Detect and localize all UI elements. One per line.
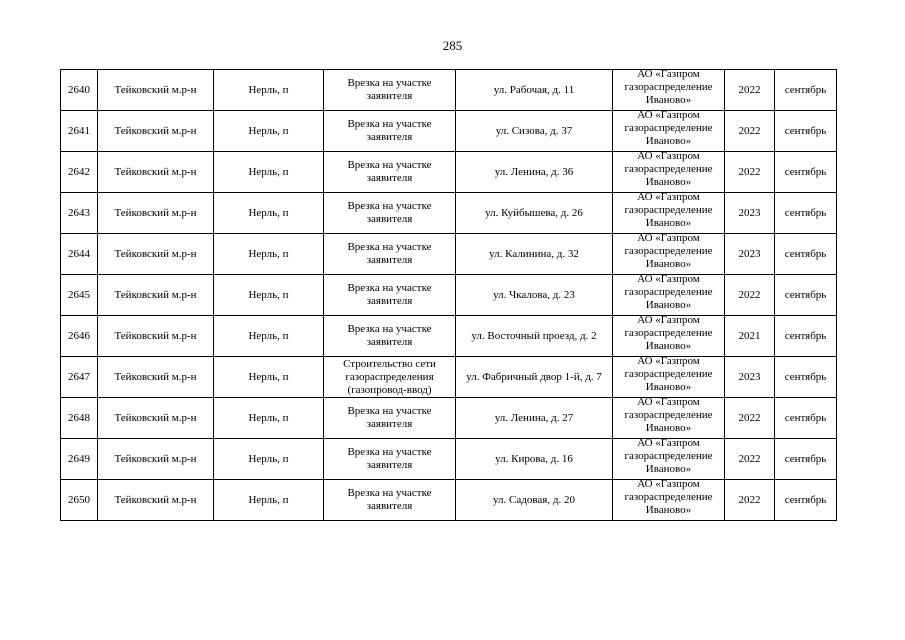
district-cell	[98, 234, 214, 275]
settlement-cell-text: Нерль, п	[248, 329, 289, 342]
organization-cell	[613, 357, 725, 398]
year-cell-text: 2023	[738, 247, 761, 260]
month-cell	[775, 316, 837, 357]
work-type-cell-text: Врезка на участке заявителя	[347, 159, 432, 184]
organization-cell-text: АО «Газпром газораспределение Иваново»	[624, 233, 713, 270]
row-number-cell-text: 2648	[68, 411, 90, 424]
month-cell-text: сентябрь	[784, 329, 827, 342]
row-number-cell-text: 2642	[68, 165, 90, 178]
address-cell	[456, 234, 613, 275]
organization-cell	[613, 439, 725, 480]
year-cell	[725, 70, 775, 111]
year-cell-text: 2022	[738, 83, 761, 96]
work-type-cell	[324, 111, 456, 152]
row-number-cell	[61, 357, 98, 398]
address-cell	[456, 357, 613, 398]
work-type-cell-text: Врезка на участке заявителя	[347, 446, 432, 471]
district-cell-text: Тейковский м.р-н	[114, 165, 197, 178]
district-cell	[98, 111, 214, 152]
district-cell	[98, 275, 214, 316]
district-cell-text: Тейковский м.р-н	[114, 493, 197, 506]
organization-cell	[613, 316, 725, 357]
organization-cell-text: АО «Газпром газораспределение Иваново»	[624, 356, 713, 393]
address-cell	[456, 439, 613, 480]
address-cell-text: ул. Фабричный двор 1-й, д. 7	[466, 370, 602, 383]
organization-cell	[613, 480, 725, 521]
work-type-cell	[324, 152, 456, 193]
month-cell	[775, 234, 837, 275]
month-cell	[775, 193, 837, 234]
organization-cell-text: АО «Газпром газораспределение Иваново»	[624, 110, 713, 147]
settlement-cell-text: Нерль, п	[248, 493, 289, 506]
organization-cell-text: АО «Газпром газораспределение Иваново»	[624, 69, 713, 106]
organization-cell-text: АО «Газпром газораспределение Иваново»	[624, 479, 713, 516]
address-cell-text: ул. Садовая, д. 20	[493, 493, 575, 506]
settlement-cell-text: Нерль, п	[248, 124, 289, 137]
settlement-cell-text: Нерль, п	[248, 165, 289, 178]
district-cell-text: Тейковский м.р-н	[114, 288, 197, 301]
table-row	[61, 439, 837, 480]
district-cell	[98, 398, 214, 439]
organization-cell	[613, 398, 725, 439]
settlement-cell	[214, 480, 324, 521]
organization-cell	[613, 70, 725, 111]
work-type-cell	[324, 480, 456, 521]
month-cell-text: сентябрь	[784, 370, 827, 383]
data-table	[60, 69, 837, 521]
row-number-cell	[61, 316, 98, 357]
work-type-cell	[324, 316, 456, 357]
district-cell-text: Тейковский м.р-н	[114, 83, 197, 96]
settlement-cell	[214, 398, 324, 439]
address-cell	[456, 152, 613, 193]
address-cell	[456, 316, 613, 357]
year-cell	[725, 398, 775, 439]
row-number-cell	[61, 398, 98, 439]
year-cell	[725, 275, 775, 316]
organization-cell	[613, 152, 725, 193]
address-cell-text: ул. Восточный проезд, д. 2	[471, 329, 597, 342]
settlement-cell-text: Нерль, п	[248, 452, 289, 465]
year-cell	[725, 357, 775, 398]
address-cell-text: ул. Чкалова, д. 23	[493, 288, 575, 301]
year-cell-text: 2021	[738, 329, 761, 342]
settlement-cell	[214, 70, 324, 111]
settlement-cell	[214, 316, 324, 357]
year-cell-text: 2022	[738, 124, 761, 137]
month-cell-text: сентябрь	[784, 493, 827, 506]
table-row	[61, 480, 837, 521]
month-cell	[775, 357, 837, 398]
address-cell-text: ул. Ленина, д. 27	[494, 411, 574, 424]
settlement-cell-text: Нерль, п	[248, 370, 289, 383]
month-cell	[775, 439, 837, 480]
year-cell-text: 2022	[738, 493, 761, 506]
table-row	[61, 357, 837, 398]
row-number-cell-text: 2640	[68, 83, 90, 96]
settlement-cell-text: Нерль, п	[248, 206, 289, 219]
table-row	[61, 70, 837, 111]
district-cell-text: Тейковский м.р-н	[114, 370, 197, 383]
row-number-cell	[61, 70, 98, 111]
row-number-cell-text: 2650	[68, 493, 90, 506]
table-row	[61, 111, 837, 152]
month-cell-text: сентябрь	[784, 83, 827, 96]
work-type-cell	[324, 439, 456, 480]
row-number-cell	[61, 234, 98, 275]
table-row	[61, 316, 837, 357]
year-cell-text: 2022	[738, 165, 761, 178]
row-number-cell	[61, 193, 98, 234]
district-cell	[98, 152, 214, 193]
address-cell-text: ул. Ленина, д. 36	[494, 165, 574, 178]
month-cell-text: сентябрь	[784, 247, 827, 260]
month-cell	[775, 398, 837, 439]
address-cell-text: ул. Сизова, д. 37	[495, 124, 573, 137]
month-cell-text: сентябрь	[784, 165, 827, 178]
year-cell-text: 2023	[738, 206, 761, 219]
year-cell	[725, 439, 775, 480]
row-number-cell-text: 2645	[68, 288, 90, 301]
district-cell	[98, 480, 214, 521]
table-row	[61, 152, 837, 193]
work-type-cell-text: Врезка на участке заявителя	[347, 200, 432, 225]
work-type-cell-text: Врезка на участке заявителя	[347, 323, 432, 348]
district-cell-text: Тейковский м.р-н	[114, 411, 197, 424]
year-cell	[725, 234, 775, 275]
work-type-cell	[324, 275, 456, 316]
address-cell	[456, 70, 613, 111]
settlement-cell	[214, 439, 324, 480]
address-cell-text: ул. Куйбышева, д. 26	[485, 206, 583, 219]
organization-cell-text: АО «Газпром газораспределение Иваново»	[624, 397, 713, 434]
organization-cell	[613, 275, 725, 316]
settlement-cell	[214, 152, 324, 193]
row-number-cell	[61, 275, 98, 316]
row-number-cell-text: 2647	[68, 370, 90, 383]
work-type-cell-text: Врезка на участке заявителя	[347, 77, 432, 102]
table-body	[61, 70, 837, 521]
table-row	[61, 398, 837, 439]
address-cell-text: ул. Калинина, д. 32	[489, 247, 579, 260]
row-number-cell	[61, 111, 98, 152]
month-cell	[775, 152, 837, 193]
month-cell-text: сентябрь	[784, 411, 827, 424]
organization-cell	[613, 234, 725, 275]
address-cell	[456, 275, 613, 316]
organization-cell-text: АО «Газпром газораспределение Иваново»	[624, 192, 713, 229]
year-cell	[725, 152, 775, 193]
district-cell	[98, 357, 214, 398]
work-type-cell	[324, 398, 456, 439]
settlement-cell-text: Нерль, п	[248, 83, 289, 96]
year-cell	[725, 193, 775, 234]
work-type-cell-text: Врезка на участке заявителя	[347, 241, 432, 266]
table-row	[61, 275, 837, 316]
organization-cell	[613, 111, 725, 152]
row-number-cell	[61, 439, 98, 480]
settlement-cell	[214, 234, 324, 275]
district-cell-text: Тейковский м.р-н	[114, 124, 197, 137]
work-type-cell	[324, 357, 456, 398]
district-cell-text: Тейковский м.р-н	[114, 452, 197, 465]
address-cell	[456, 480, 613, 521]
organization-cell	[613, 193, 725, 234]
district-cell	[98, 70, 214, 111]
year-cell	[725, 480, 775, 521]
month-cell	[775, 111, 837, 152]
work-type-cell	[324, 70, 456, 111]
row-number-cell-text: 2643	[68, 206, 90, 219]
address-cell-text: ул. Рабочая, д. 11	[493, 83, 575, 96]
settlement-cell-text: Нерль, п	[248, 411, 289, 424]
work-type-cell	[324, 193, 456, 234]
month-cell-text: сентябрь	[784, 288, 827, 301]
organization-cell-text: АО «Газпром газораспределение Иваново»	[624, 438, 713, 475]
work-type-cell-text: Строительство сети газораспределения (газопровод-ввод)	[343, 357, 436, 396]
month-cell-text: сентябрь	[784, 452, 827, 465]
month-cell	[775, 70, 837, 111]
settlement-cell	[214, 357, 324, 398]
year-cell	[725, 111, 775, 152]
address-cell	[456, 193, 613, 234]
year-cell-text: 2022	[738, 288, 761, 301]
settlement-cell-text: Нерль, п	[248, 247, 289, 260]
settlement-cell	[214, 111, 324, 152]
year-cell-text: 2022	[738, 411, 761, 424]
month-cell	[775, 275, 837, 316]
table-row	[61, 193, 837, 234]
settlement-cell	[214, 193, 324, 234]
work-type-cell-text: Врезка на участке заявителя	[347, 118, 432, 143]
district-cell-text: Тейковский м.р-н	[114, 206, 197, 219]
month-cell	[775, 480, 837, 521]
row-number-cell	[61, 480, 98, 521]
organization-cell-text: АО «Газпром газораспределение Иваново»	[624, 151, 713, 188]
work-type-cell	[324, 234, 456, 275]
organization-cell-text: АО «Газпром газораспределение Иваново»	[624, 274, 713, 311]
address-cell	[456, 398, 613, 439]
organization-cell-text: АО «Газпром газораспределение Иваново»	[624, 315, 713, 352]
work-type-cell-text: Врезка на участке заявителя	[347, 282, 432, 307]
district-cell-text: Тейковский м.р-н	[114, 247, 197, 260]
settlement-cell	[214, 275, 324, 316]
row-number-cell-text: 2641	[68, 124, 90, 137]
row-number-cell-text: 2644	[68, 247, 90, 260]
table-row	[61, 234, 837, 275]
settlement-cell-text: Нерль, п	[248, 288, 289, 301]
district-cell	[98, 439, 214, 480]
district-cell	[98, 316, 214, 357]
row-number-cell-text: 2649	[68, 452, 90, 465]
row-number-cell-text: 2646	[68, 329, 90, 342]
work-type-cell-text: Врезка на участке заявителя	[347, 487, 432, 512]
district-cell	[98, 193, 214, 234]
district-cell-text: Тейковский м.р-н	[114, 329, 197, 342]
month-cell-text: сентябрь	[784, 206, 827, 219]
year-cell	[725, 316, 775, 357]
year-cell-text: 2023	[738, 370, 761, 383]
row-number-cell	[61, 152, 98, 193]
work-type-cell-text: Врезка на участке заявителя	[347, 405, 432, 430]
year-cell-text: 2022	[738, 452, 761, 465]
address-cell-text: ул. Кирова, д. 16	[495, 452, 573, 465]
month-cell-text: сентябрь	[784, 124, 827, 137]
page-number: 285	[442, 38, 463, 53]
address-cell	[456, 111, 613, 152]
